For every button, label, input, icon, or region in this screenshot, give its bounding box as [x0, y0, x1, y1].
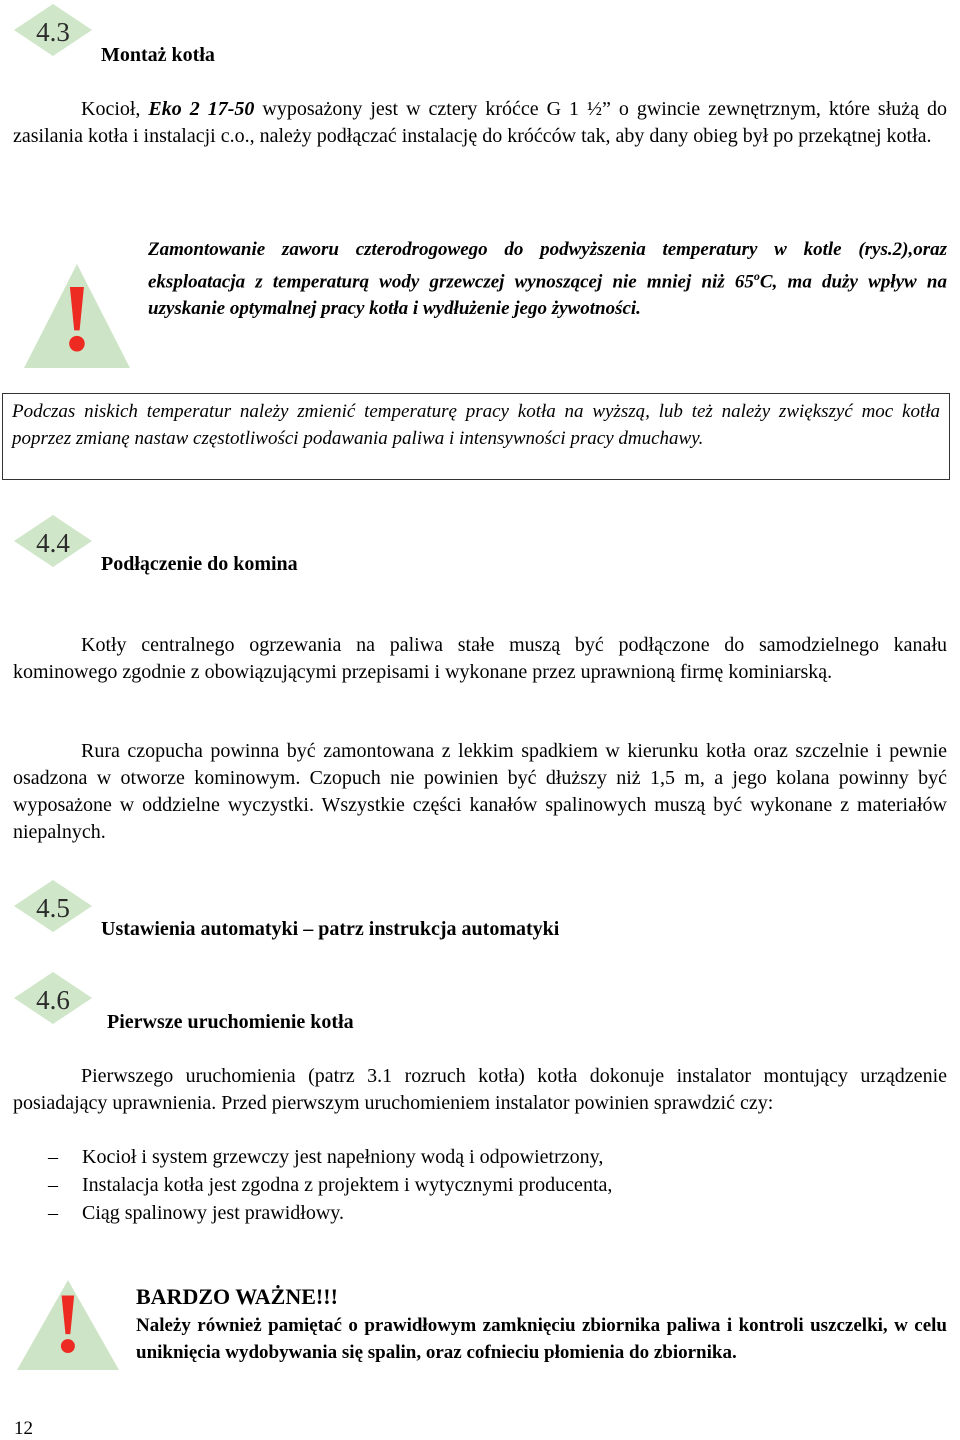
- note-box: [2, 393, 950, 480]
- warning-triangle-icon: [24, 264, 130, 373]
- important-heading: BARDZO WAŻNE!!!: [136, 1284, 338, 1309]
- model-name: Eko 2 17-50: [148, 98, 255, 120]
- paragraph: Pierwszego uruchomienia (patrz 3.1 rozruch kotła) kotła dokonuje instalator montujący urządzenie posiadający uprawnienia. Przed pierwszym uruchomieniem instalator powinien sprawdzić czy:: [13, 1065, 947, 1114]
- section-number: 4.6: [36, 985, 70, 1015]
- section-badge-icon: [14, 880, 92, 932]
- section-badge-icon: [14, 4, 92, 56]
- list-item: – Ciąg spalinowy jest prawidłowy.: [48, 1202, 345, 1224]
- warning-triangle-icon: [17, 1275, 119, 1375]
- section-title: Podłączenie do komina: [101, 553, 298, 575]
- note-text: Podczas niskich temperatur należy zmienić temperaturę pracy kotła na wyższą, lub też należy zwiększyć moc kotła poprzez zmianę nastaw częstotliwości podawania paliwa i intensywności pracy dmuchawy.: [12, 401, 940, 449]
- list-item: – Kocioł i system grzewczy jest napełniony wodą i odpowietrzony,: [48, 1146, 604, 1168]
- paragraph: Rura czopucha powinna być zamontowana z lekkim spadkiem w kierunku kotła oraz szczelnie i pewnie osadzona w otworze kominowym. Czopuch nie powinien być dłuższy niż 1,5 m, a jego kolana powinny być wyposażone w oddzielne wyczystki. Wszystkie części kanałów spalinowych muszą być wykonane z materiałów niepalnych.: [13, 740, 947, 843]
- important-text: Należy również pamiętać o prawidłowym zamknięciu zbiornika paliwa i kontroli uszczelki, w celu uniknięcia wydobywania się spalin, oraz cofnieciu płomienia do zbiornika.: [136, 1315, 947, 1363]
- section-badge-icon: [14, 972, 92, 1024]
- section-title: Pierwsze uruchomienie kotła: [107, 1011, 354, 1033]
- section-title: Montaż kotła: [101, 44, 215, 66]
- section-number: 4.5: [36, 893, 70, 923]
- list-item: – Instalacja kotła jest zgodna z projektem i wytycznymi producenta,: [48, 1174, 613, 1196]
- paragraph: Kotły centralnego ogrzewania na paliwa stałe muszą być podłączone do samodzielnego kanału kominowego zgodnie z obowiązującymi przepisami i wykonane przez uprawnioną firmę kominiarską.: [13, 634, 947, 683]
- section-badge-icon: [14, 515, 92, 567]
- warning-text: Zamontowanie zaworu czterodrogowego do podwyższenia temperatury w kotle (rys.2),oraz eksploatacja z temperaturą wody grzewczej wynoszącej nie mniej niż 65$^o$C, ma duży wpływ na uzyskanie optymalnej pracy kotła i wydłużenie jego żywotności.: [148, 239, 947, 320]
- section-number: 4.4: [36, 528, 70, 558]
- page-number: 12: [14, 1418, 33, 1439]
- warning-mark: !: [61, 264, 93, 371]
- section-title: Ustawienia automatyki – patrz instrukcja automatyki: [101, 918, 560, 940]
- paragraph: Kocioł, Eko 2 17-50 wyposażony jest w cztery króćce G 1 ½” o gwincie zewnętrznym, które służą do zasilania kotła i instalacji c.o., należy podłączać instalację do króćców tak, aby dany obieg był po przekątnej kotła.: [13, 98, 947, 147]
- section-number: 4.3: [36, 17, 70, 47]
- warning-mark: !: [53, 1275, 83, 1371]
